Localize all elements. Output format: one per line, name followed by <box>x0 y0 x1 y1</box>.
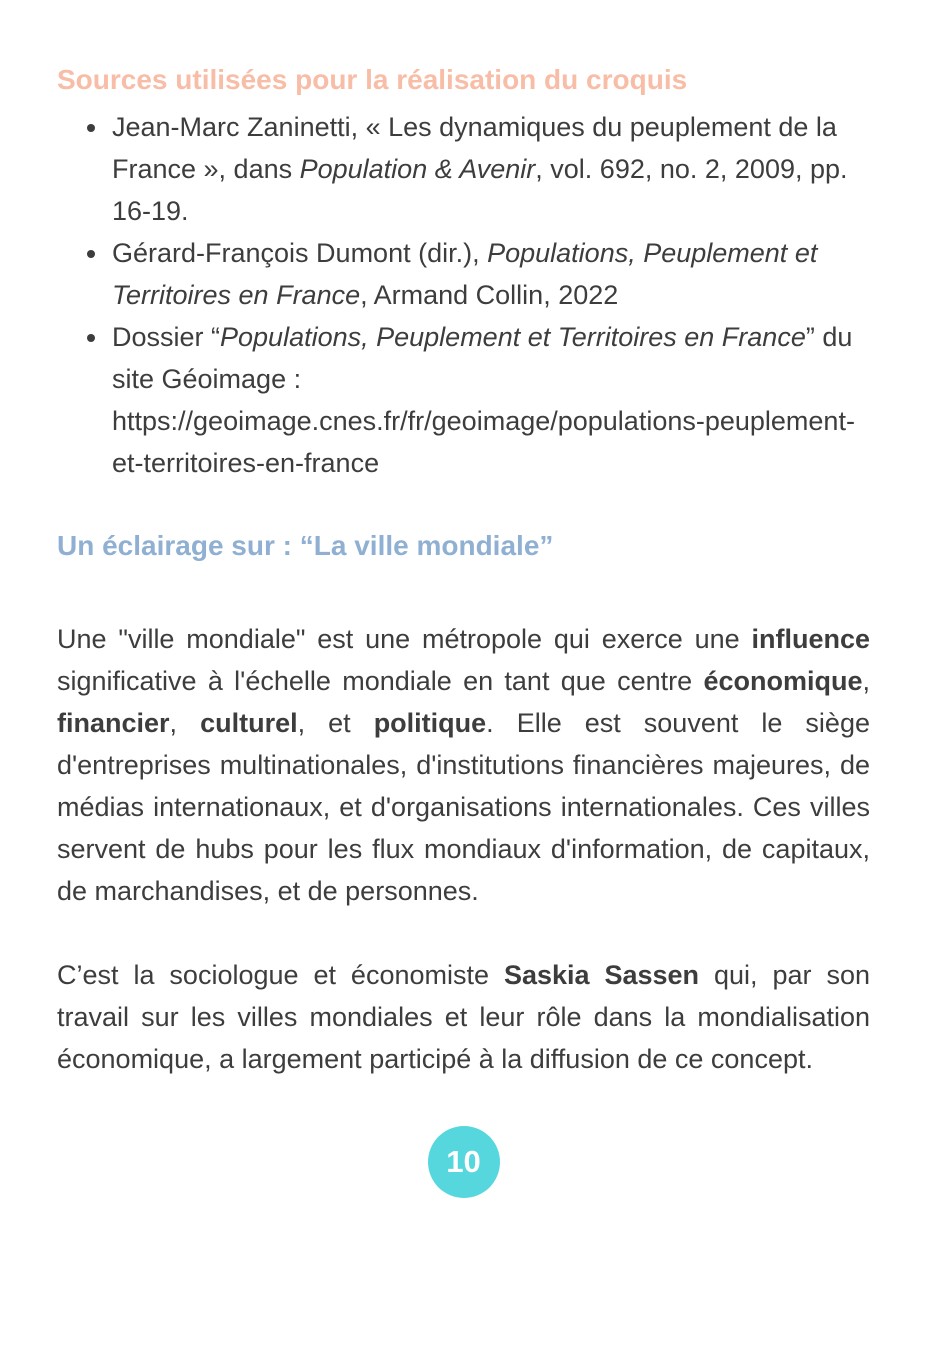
text-segment: , <box>862 666 870 696</box>
text-segment: ” du site Géoimage : <box>112 322 853 394</box>
text-segment: Populations, Peuplement et Territoires en France <box>112 238 818 310</box>
source-url: https://geoimage.cnes.fr/fr/geoimage/populations-peuplement-et-territoires-en-france <box>112 406 855 478</box>
page-number: 10 <box>446 1144 481 1179</box>
text-segment: . Elle est souvent le siège d'entreprises multinationales, d'institutions financières majeures, de médias internationaux, et d'organisations internationales. Ces villes servent de hubs pour les flux mondiaux d'information, de capitaux, de marchandises, et de personnes. <box>57 708 870 906</box>
text-segment: Population & Avenir <box>299 154 536 184</box>
text-segment: financier <box>57 708 170 738</box>
paragraph-saskia-sassen <box>57 954 870 1080</box>
text-segment: politique <box>373 708 487 738</box>
text-segment: , Armand Collin, 2022 <box>360 280 619 310</box>
source-item-geoimage <box>110 316 870 484</box>
text-segment: qui, par son travail sur les villes mondiales et leur rôle dans la mondialisation économique, a largement participé à la diffusion de ce concept. <box>57 960 870 1074</box>
text-segment: Populations, Peuplement et Territoires en France <box>220 322 806 352</box>
text-segment: C’est la sociologue et économiste <box>57 960 504 990</box>
text-segment: Une "ville mondiale" est une métropole qui exerce une <box>57 624 752 654</box>
text-segment: culturel <box>200 708 298 738</box>
text-segment: Dossier “ <box>112 322 221 352</box>
sources-list <box>57 106 870 484</box>
source-item-zaninetti <box>110 106 870 232</box>
text-segment: significative à l'échelle mondiale en tant que centre <box>57 666 704 696</box>
page-number-badge <box>428 1126 500 1198</box>
sources-heading: Sources utilisées pour la réalisation du croquis <box>57 64 688 95</box>
source-item-dumont <box>110 232 870 316</box>
paragraph-ville-mondiale <box>57 618 870 912</box>
text-segment: , et <box>297 708 374 738</box>
text-segment: Jean-Marc Zaninetti, « Les dynamiques du peuplement de la France », dans <box>112 112 837 184</box>
text-segment: , <box>169 708 201 738</box>
text-segment: , vol. 692, no. 2, 2009, pp. 16-19. <box>112 154 848 226</box>
text-segment: économique <box>703 666 863 696</box>
text-segment: Saskia Sassen <box>503 960 700 990</box>
text-segment: influence <box>751 624 870 654</box>
eclairage-heading: Un éclairage sur : “La ville mondiale” <box>57 530 554 561</box>
text-segment: Gérard-François Dumont (dir.), <box>112 238 488 268</box>
